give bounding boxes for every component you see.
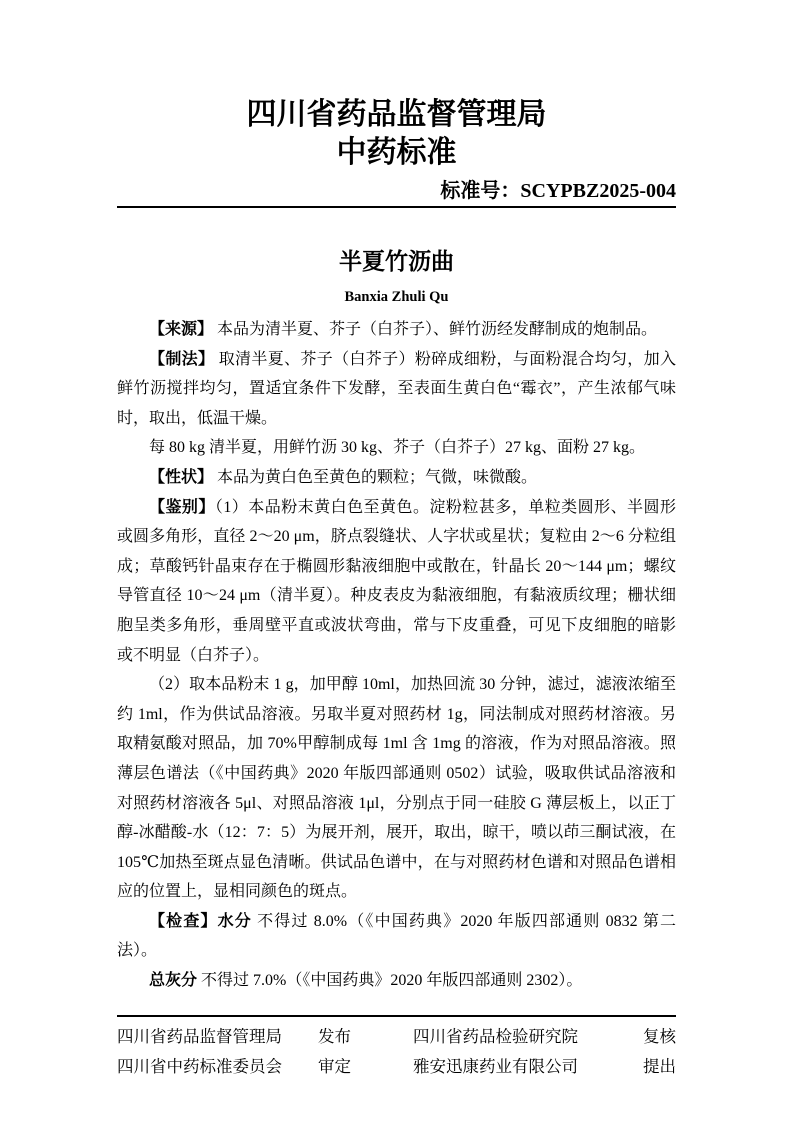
document-header xyxy=(117,96,676,208)
paragraph-properties xyxy=(117,463,676,493)
drug-pinyin: Banxia Zhuli Qu xyxy=(344,289,449,305)
footer-org-publisher: 四川省药品监督管理局 xyxy=(117,1027,282,1046)
paragraph-ratio xyxy=(117,433,676,463)
footer-role-propose: 提出 xyxy=(643,1057,676,1076)
paragraph-source-text: 本品为清半夏、芥子（白芥子）、鲜竹沥经发酵制成的炮制品。 xyxy=(213,321,658,338)
paragraph-check-ash-text: 不得过 7.0%（《中国药典》2020 年版四部通则 2302）。 xyxy=(197,972,583,990)
paragraph-identification-2-text: （2）取本品粉末 1 g，加甲醇 10ml，加热回流 30 分钟，滤过，滤液浓缩至约 1ml，作为供试品溶液。另取半夏对照药材 1g，同法制成对照药材溶液。另取精氨酸对照品，加 70%甲醇制成每 1ml 含 1mg 的溶液，作为对照品溶液。照薄层色谱法（《中国药典》2020 年版四部通则 0502）试验，吸取供试品溶液和对照药材溶液各 5μl、对照品溶液 1μl，分别点于同一硅胶 G 薄层板上，以正丁醇-冰醋酸-水（12：7：5）为展开剂，展开，取出，晾干，喷以茚三酮试液，在 105℃加热至斑点显色清晰。供试品色谱中，在与对照药材色谱和对照品色谱相应的位置上，显相同颜色的斑点。 xyxy=(117,676,676,901)
paragraph-properties-text: 本品为黄白色至黄色的颗粒；气微，味微酸。 xyxy=(213,468,538,486)
header-doc-type: 中药标准 xyxy=(336,136,457,169)
drug-title: 半夏竹沥曲 xyxy=(339,249,454,274)
section-label-identification: 【鉴别】 xyxy=(149,498,215,516)
paragraph-source xyxy=(117,315,676,345)
section-label-check-ash: 总灰分 xyxy=(149,972,198,990)
standard-number-label: 标准号： xyxy=(440,180,521,202)
header-divider-line xyxy=(117,206,676,208)
section-label-method: 【制法】 xyxy=(149,350,215,368)
paragraph-identification-1-text: （1）本品粉末黄白色至黄色。淀粉粒甚多，单粒类圆形、半圆形或圆多角形，直径 2～20 μm，脐点裂缝状、人字状或星状；复粒由 2～6 分粒组成；草酸钙针晶束存在于椭圆形黏液细胞中或散在，针晶长 20～144 μm；螺纹导管直径 10～24 μm（清半夏）。种皮表皮为黏液细胞，有黏液质纹理；栅状细胞呈类多角形，垂周壁平直或波状弯曲，常与下皮重叠，可见下皮细胞的暗影或不明显（白芥子）。 xyxy=(117,498,676,664)
paragraph-identification-1 xyxy=(117,493,676,671)
paragraph-ratio-text: 每 80 kg 清半夏，用鲜竹沥 30 kg、芥子（白芥子）27 kg、面粉 27 kg。 xyxy=(149,439,646,457)
footer-divider-line xyxy=(117,1015,676,1017)
monograph-text xyxy=(117,315,676,996)
section-label-properties: 【性状】 xyxy=(149,468,214,486)
footer-role-review: 复核 xyxy=(643,1027,676,1046)
footer-role-approve: 审定 xyxy=(318,1057,351,1076)
paragraph-method xyxy=(117,345,676,434)
footer-org-reviewer: 四川省药品检验研究院 xyxy=(413,1027,578,1046)
paragraph-check-moisture-text: 不得过 8.0%（《中国药典》2020 年版四部通则 0832 第二法）。 xyxy=(117,912,676,960)
paragraph-identification-2 xyxy=(117,670,676,907)
standard-number-value: SCYPBZ2025-004 xyxy=(520,180,676,202)
paragraph-check-moisture xyxy=(117,907,676,966)
header-org-title: 四川省药品监督管理局 xyxy=(246,98,547,131)
footer-org-approver: 四川省中药标准委员会 xyxy=(117,1057,282,1076)
paragraph-method-text: 取清半夏、芥子（白芥子）粉碎成细粉，与面粉混合均匀，加入鲜竹沥搅拌均匀，置适宜条件下发酵，至表面生黄白色“霉衣”，产生浓郁气味时，取出，低温干燥。 xyxy=(117,350,676,427)
footer-table xyxy=(117,1022,676,1082)
document-footer xyxy=(117,1015,676,1082)
footer-org-proposer: 雅安迅康药业有限公司 xyxy=(413,1057,578,1076)
section-label-check-moisture: 【检查】水分 xyxy=(149,912,252,930)
standard-number-line xyxy=(117,180,676,202)
section-label-source: 【来源】 xyxy=(149,321,214,338)
footer-role-publish: 发布 xyxy=(318,1027,351,1046)
document-body xyxy=(117,247,676,996)
paragraph-check-ash xyxy=(117,966,676,996)
